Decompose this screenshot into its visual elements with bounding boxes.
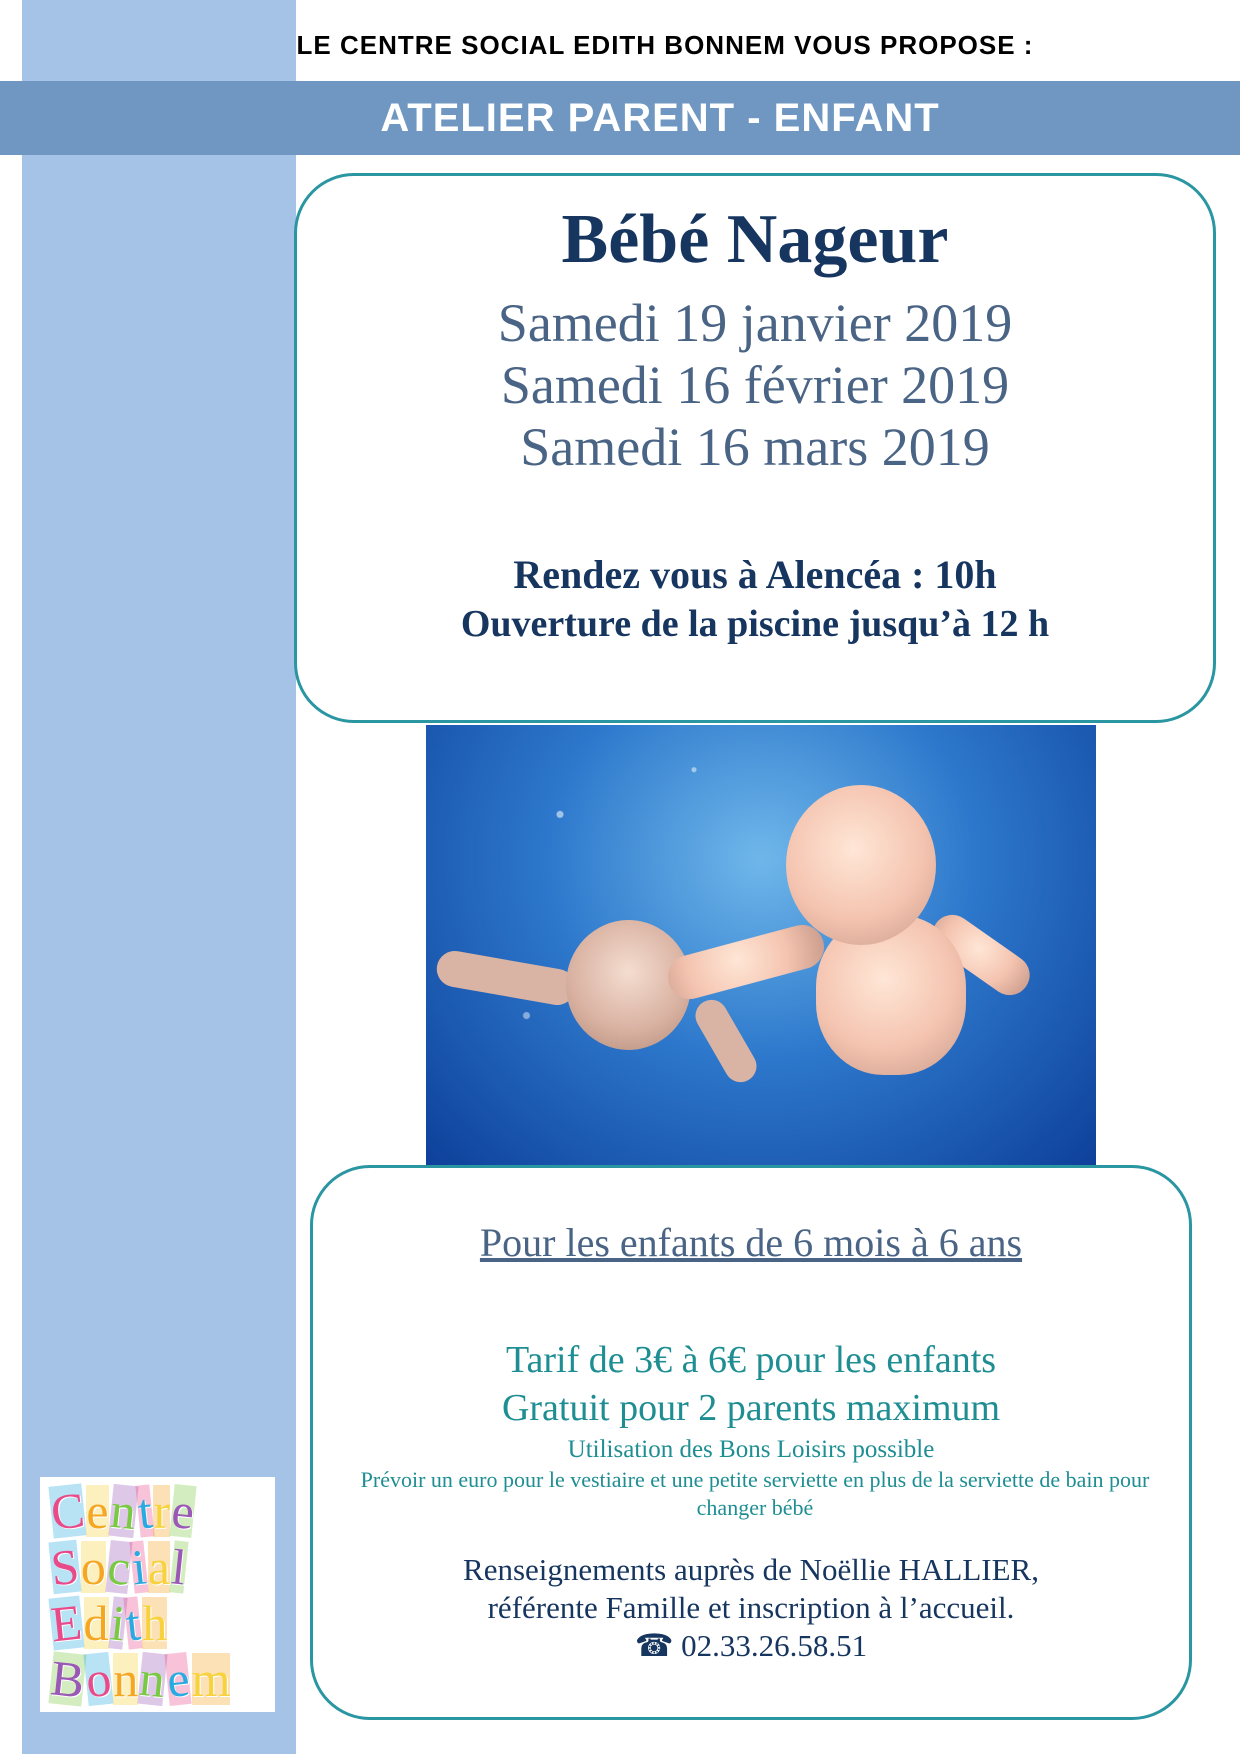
logo-letter: d (83, 1595, 109, 1651)
logo-letter: E (48, 1593, 85, 1653)
logo-row (48, 1537, 270, 1597)
baby-head (786, 785, 936, 945)
tarif-children: Tarif de 3€ à 6€ pour les enfants (505, 1339, 997, 1381)
event-title: Bébé Nageur (561, 201, 949, 278)
logo-row (48, 1649, 270, 1709)
logo-letter: h (142, 1595, 168, 1651)
logo-letter: t (134, 1482, 155, 1540)
opening-hours-text: Ouverture de la piscine jusqu’à 12 h (460, 603, 1050, 645)
logo-letter: a (147, 1539, 171, 1595)
age-range-label: Pour les enfants de 6 mois à 6 ans (479, 1220, 1023, 1265)
banner-title: ATELIER PARENT - ENFANT (380, 96, 940, 140)
logo-letter: e (86, 1483, 109, 1539)
rendezvous-text: Rendez vous à Alencéa : 10h (513, 552, 997, 597)
logo-row (48, 1593, 270, 1653)
prevoir-text: Prévoir un euro pour le vestiaire et une petite serviette en plus de la serviette de bain pour changer bébé (360, 1467, 1150, 1520)
contact-line: Renseignements auprès de Noëllie HALLIER, (463, 1552, 1039, 1587)
logo-letter: e (169, 1481, 198, 1541)
logo-letter: i (107, 1594, 128, 1652)
pricing-text (310, 1336, 1192, 1432)
logo-letter: i (129, 1538, 149, 1596)
logo-letter: n (137, 1649, 169, 1709)
age-range-text (310, 1220, 1192, 1266)
logo-letter: m (191, 1651, 231, 1707)
banner (0, 81, 1240, 155)
contact-info (310, 1551, 1192, 1665)
logo-letter: n (113, 1651, 139, 1707)
event-date: Samedi 19 janvier 2019 (497, 293, 1013, 353)
logo-letter: r (153, 1483, 171, 1539)
logo-letter: l (169, 1538, 189, 1596)
logo-letter: e (164, 1649, 193, 1709)
event-dates (294, 292, 1216, 478)
logo-letter: S (48, 1537, 82, 1597)
logo-letter: c (104, 1537, 133, 1597)
phone-number: ☎ 02.33.26.58.51 (634, 1628, 868, 1663)
contact-line: référente Famille et inscription à l’accueil. (487, 1590, 1015, 1625)
logo-letter: o (80, 1539, 106, 1595)
logo-letter: t (123, 1594, 144, 1652)
tarif-parents: Gratuit pour 2 parents maximum (501, 1387, 1001, 1429)
centre-social-logo (40, 1477, 275, 1712)
logo-letter: B (48, 1649, 88, 1709)
event-date: Samedi 16 mars 2019 (520, 417, 990, 477)
logo-letter: C (48, 1481, 88, 1541)
event-date: Samedi 16 février 2019 (500, 355, 1010, 415)
logo-letter: n (107, 1481, 139, 1541)
baby-swimming-photo (426, 725, 1096, 1172)
logo-row (48, 1481, 270, 1541)
logo-letter: o (83, 1649, 115, 1709)
bons-loisirs-text: Utilisation des Bons Loisirs possible (567, 1436, 935, 1463)
top-announcement: LE CENTRE SOCIAL EDITH BONNEM VOUS PROPOSE : (296, 30, 1034, 60)
